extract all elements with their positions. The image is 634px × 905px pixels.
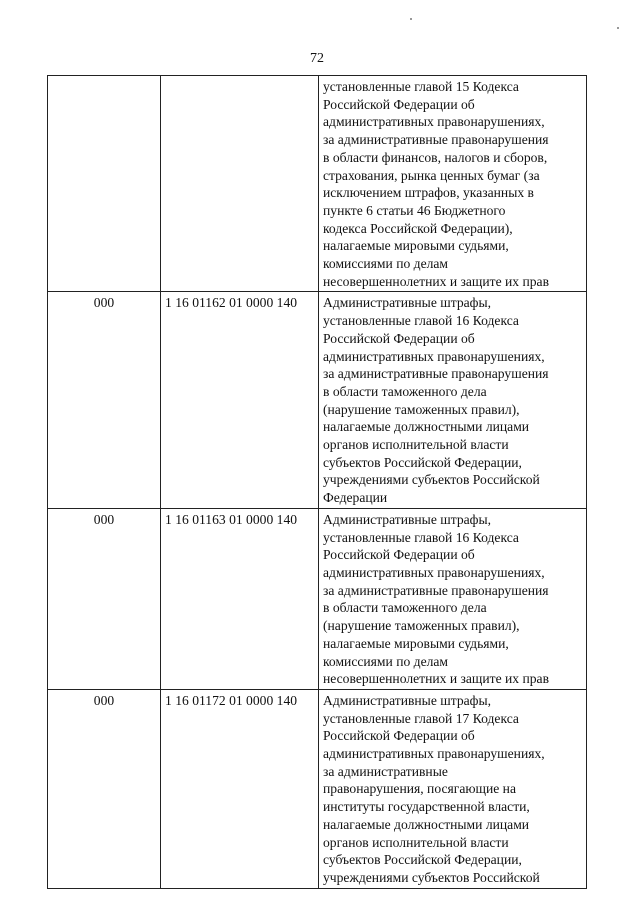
description-line: за административные правонарушения [323,582,549,598]
page-number: 72 [310,51,324,66]
description-line: административных правонарушениях, [323,114,545,130]
description-line: учреждениями субъектов Российской [323,869,540,885]
description-line: административных правонарушениях, [323,348,545,364]
table-row [48,292,587,508]
description-line: Российской Федерации об [323,330,475,346]
description-line: Российской Федерации об [323,96,475,112]
table-row [48,76,587,292]
description-line: налагаемые мировыми судьями, [323,238,509,254]
description-line: за административные правонарушения [323,366,549,382]
description-line: за административные [323,763,448,779]
description-cell [319,292,587,508]
description-line: (нарушение таможенных правил), [323,401,520,417]
description-line: пункте 6 статьи 46 Бюджетного [323,202,506,218]
description-line: органов исполнительной власти [323,834,509,850]
table-row [48,689,587,888]
description-line: кодекса Российской Федерации), [323,220,513,236]
description-line: комиссиями по делам [323,653,449,669]
kbk-table [47,75,587,889]
description-line: в области таможенного дела [323,383,487,399]
description-line: установленные главой 16 Кодекса [323,529,519,545]
admin-code-cell: 000 [48,508,161,689]
kbk-code-cell [161,76,319,292]
description-line: страхования, рынка ценных бумаг (за [323,167,540,183]
description-line: правонарушения, посягающие на [323,781,516,797]
description-line: несовершеннолетних и защите их прав [323,671,550,687]
scan-speck [617,27,619,29]
description-line: Федерации [323,490,388,506]
description-line: административных правонарушениях, [323,564,545,580]
description-line: субъектов Российской Федерации, [323,852,522,868]
description-line: исключением штрафов, указанных в [323,185,534,201]
description-line: налагаемые должностными лицами [323,816,530,832]
description-cell [319,508,587,689]
description-line: Российской Федерации об [323,547,475,563]
description-line: налагаемые мировыми судьями, [323,635,509,651]
description-line: в области финансов, налогов и сборов, [323,149,548,165]
description-line: Российской Федерации об [323,728,475,744]
kbk-code-cell: 1 16 01163 01 0000 140 [161,508,319,689]
table-row [48,508,587,689]
description-line: субъектов Российской Федерации, [323,454,522,470]
admin-code-cell [48,76,161,292]
admin-code-cell: 000 [48,689,161,888]
admin-code-cell: 000 [48,292,161,508]
table-body [48,76,587,889]
description-line: установленные главой 15 Кодекса [323,79,519,94]
kbk-code-cell: 1 16 01162 01 0000 140 [161,292,319,508]
description-line: Административные штрафы, [323,692,491,708]
description-line: Административные штрафы, [323,295,491,311]
description-line: органов исполнительной власти [323,437,509,453]
description-line: комиссиями по делам [323,256,449,272]
scan-speck [410,18,412,20]
description-line: за административные правонарушения [323,132,549,148]
description-cell [319,76,587,292]
description-line: учреждениями субъектов Российской [323,472,540,488]
description-line: налагаемые должностными лицами [323,419,530,435]
description-line: административных правонарушениях, [323,746,545,762]
description-line: в области таможенного дела [323,600,487,616]
description-line: установленные главой 16 Кодекса [323,313,519,329]
description-line: институты государственной власти, [323,799,530,815]
description-line: (нарушение таможенных правил), [323,618,520,634]
description-cell [319,689,587,888]
description-line: Административные штрафы, [323,511,491,527]
description-line: несовершеннолетних и защите их прав [323,273,550,289]
kbk-code-cell: 1 16 01172 01 0000 140 [161,689,319,888]
description-line: установленные главой 17 Кодекса [323,710,519,726]
